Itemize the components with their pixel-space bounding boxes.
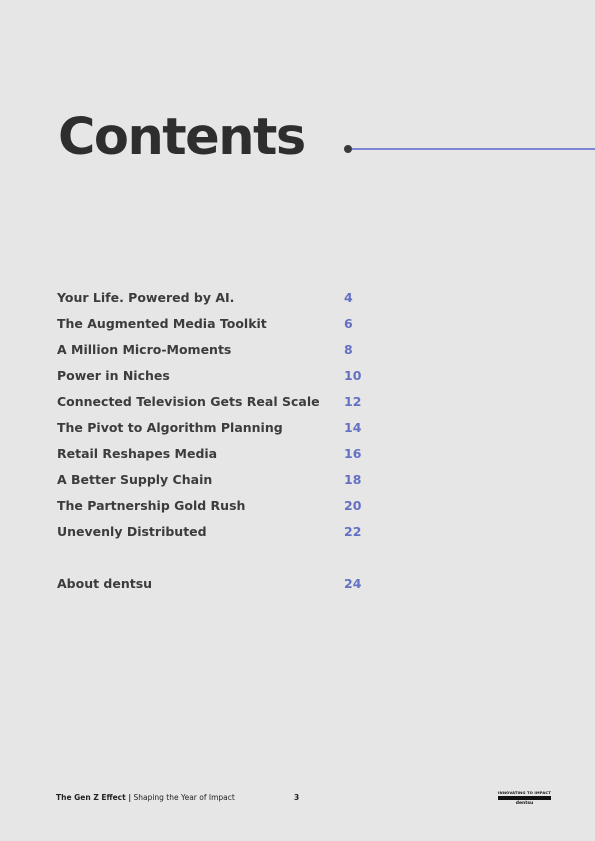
title-decoration-dot (344, 145, 352, 153)
toc-entry[interactable] (57, 440, 377, 466)
footer-report-title (56, 793, 235, 802)
logo-bar (498, 796, 551, 800)
toc-entry[interactable] (57, 414, 377, 440)
toc-entry-page: 22 (344, 523, 362, 539)
toc-entry-title: The Pivot to Algorithm Planning (57, 419, 283, 435)
toc-entry-page: 8 (344, 341, 353, 357)
page-title: Contents (58, 108, 305, 167)
logo-wordmark: dentsu (515, 800, 534, 806)
toc-entry-title: Power in Niches (57, 367, 170, 383)
dentsu-logo (498, 790, 551, 806)
toc-entry-title: Your Life. Powered by AI. (57, 289, 235, 305)
toc-entry-page: 10 (344, 367, 362, 383)
title-decoration-line (352, 148, 595, 150)
footer-page-number: 3 (294, 793, 300, 802)
toc-entry-page: 4 (344, 289, 353, 305)
toc-entry-title: A Million Micro-Moments (57, 341, 232, 357)
toc-entry[interactable] (57, 284, 377, 310)
toc-entry-page: 20 (344, 497, 362, 513)
toc-entry-title: Connected Television Gets Real Scale (57, 393, 320, 409)
toc-entry-page: 18 (344, 471, 362, 487)
toc-entry-page: 12 (344, 393, 362, 409)
toc-entry-title: Retail Reshapes Media (57, 445, 218, 461)
toc-entry[interactable] (57, 362, 377, 388)
logo-tagline: INNOVATING TO IMPACT (498, 790, 551, 795)
toc-entry[interactable] (57, 336, 377, 362)
toc-entry-page: 24 (344, 575, 362, 591)
toc-entry-page: 6 (344, 315, 353, 331)
footer-report-name: The Gen Z Effect | (56, 793, 132, 802)
toc-entry-title: The Augmented Media Toolkit (57, 315, 267, 331)
toc-spacer (57, 544, 377, 570)
toc-entry[interactable] (57, 466, 377, 492)
toc-entry-about[interactable] (57, 570, 377, 596)
toc-entry[interactable] (57, 492, 377, 518)
table-of-contents (57, 284, 377, 596)
toc-entry[interactable] (57, 388, 377, 414)
toc-entry[interactable] (57, 518, 377, 544)
toc-entry-page: 16 (344, 445, 362, 461)
toc-entry-title: The Partnership Gold Rush (57, 497, 246, 513)
toc-entry-page: 14 (344, 419, 362, 435)
toc-entry[interactable] (57, 310, 377, 336)
footer-subtitle: Shaping the Year of Impact (133, 793, 235, 802)
toc-entry-title: A Better Supply Chain (57, 471, 213, 487)
toc-entry-title: About dentsu (57, 575, 153, 591)
toc-entry-title: Unevenly Distributed (57, 523, 207, 539)
